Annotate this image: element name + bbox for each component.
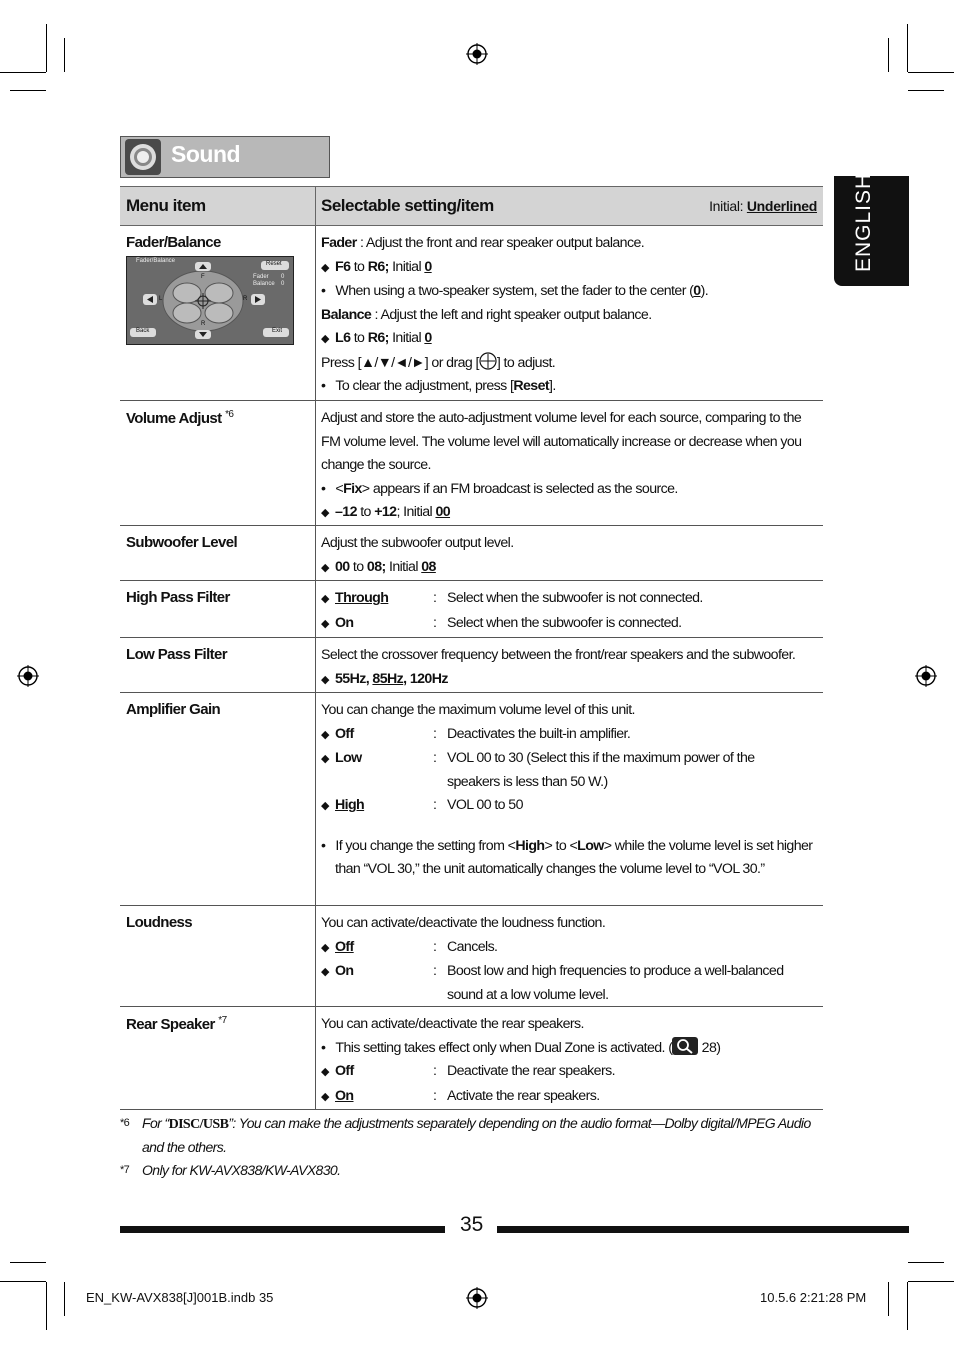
balance-readout-label: Balance [253, 281, 275, 287]
right-marker: R [243, 296, 248, 302]
row-label-amplifier-gain: Amplifier Gain [126, 701, 221, 718]
col-selectable-setting: Selectable setting/item [321, 196, 494, 215]
registration-mark-icon [466, 43, 488, 65]
left-marker: L [159, 296, 163, 302]
back-button[interactable]: Back [136, 328, 150, 334]
table-row: High Pass Filter ◆ Through : Select when the subwoofer is not connected. ◆ On : Select when the subwoofer is connected. [120, 581, 823, 638]
footnote: *6 For “DISC/USB”: You can make the adjustments separately depending on the audio format—Dolby digital/MPEG Audio and the others. [120, 1115, 811, 1155]
table-row: Rear Speaker $^{*7}$ You can activate/deactivate the rear speakers. • This setting takes effect only when Dual Zone is activated. ( 28) ◆ Off : Deactivate the rear speakers. ◆ On : Activate the rear speakers. [120, 1007, 823, 1110]
page-reference-icon [672, 1037, 698, 1055]
screen-title: Fader/Balance [136, 258, 176, 264]
speaker-icon [125, 139, 161, 175]
row-label-volume-adjust: Volume Adjust $^{*6}$ [126, 409, 234, 427]
row-label-high-pass-filter: High Pass Filter [126, 589, 230, 606]
page-number: 35 [460, 1213, 484, 1236]
rear-marker: R [201, 321, 206, 327]
balance-readout-value: 0 [281, 281, 285, 287]
table-row: Loudness You can activate/deactivate the loudness function. ◆ Off : Cancels. ◆ On : Boost low and high frequencies to produce a well-balanced sound at a low volume level. [120, 906, 823, 1007]
registration-mark-icon [466, 1287, 488, 1309]
row-label-fader-balance: Fader/Balance [126, 234, 221, 251]
footnote: *7 Only for KW-AVX838/KW-AVX830. [120, 1162, 341, 1178]
section-header [120, 136, 330, 178]
table-row: Volume Adjust $^{*6}$ Adjust and store the auto-adjustment volume level for each source, comparing to the FM volume level. The volume level will automatically increase or decrease when you change the source. • <Fix> appears if an FM broadcast is selected as the source. ◆ –12 to +12; Initial 00 [120, 401, 823, 526]
table-header [120, 186, 823, 226]
page-rule-right [497, 1226, 909, 1233]
language-tab [834, 172, 909, 286]
print-slug-right: 10.5.6 2:21:28 PM [760, 1290, 867, 1305]
reset-button[interactable]: Reset [266, 261, 282, 267]
section-title: Sound [171, 141, 241, 167]
fader-readout-value: 0 [281, 274, 285, 280]
row-label-rear-speaker: Rear Speaker $^{*7}$ [126, 1015, 227, 1033]
row-label-loudness: Loudness [126, 914, 193, 931]
drag-cross-icon [479, 352, 497, 370]
initial-legend: Initial: Underlined [709, 198, 817, 214]
table-row: Fader/Balance Fader/Balance Reset Back Exit Fader 0 Balance 0 F R L R Fader : Adjust the front and rear speaker output balance. ◆ F6 to R6; Initial 0 • When using a two-speaker system, set the fader to the center (0). Balance : Adjust the left and right speaker output balance. ◆ L6 to R6; Initial 0 Press [▲/▼/◄/►] or drag [ ] to adjust. • To clear the adjustment, press [Reset]. [120, 226, 823, 401]
print-slug-left: EN_KW-AVX838[J]001B.indb 35 [86, 1290, 274, 1305]
page-rule-left [120, 1226, 445, 1233]
fader-readout-label: Fader [253, 274, 269, 280]
front-marker: F [201, 274, 205, 280]
table-row: Subwoofer Level Adjust the subwoofer output level. ◆ 00 to 08; Initial 08 [120, 526, 823, 581]
fader-balance-screen [126, 256, 294, 345]
language-label: ENGLISH [852, 172, 875, 272]
exit-button[interactable]: Exit [272, 328, 283, 334]
col-menu-item: Menu item [126, 196, 206, 215]
settings-table [120, 186, 823, 1110]
row-label-subwoofer-level: Subwoofer Level [126, 534, 238, 551]
registration-mark-icon [17, 665, 39, 687]
table-row: Low Pass Filter Select the crossover frequency between the front/rear speakers and the subwoofer. ◆ 55Hz, 85Hz, 120Hz [120, 638, 823, 693]
table-row: Amplifier Gain You can change the maximum volume level of this unit. ◆ Off : Deactivates the built-in amplifier. ◆ Low : VOL 00 to 30 (Select this if the maximum power of the speakers is less than 50 W.) ◆ High : VOL 00 to 50 • If you change the setting from <High> to <Low> while the volume level is set higher than “VOL 30,” the unit automatically changes the volume level to “VOL 30.” [120, 693, 823, 906]
registration-mark-icon [915, 665, 937, 687]
row-label-low-pass-filter: Low Pass Filter [126, 646, 228, 663]
